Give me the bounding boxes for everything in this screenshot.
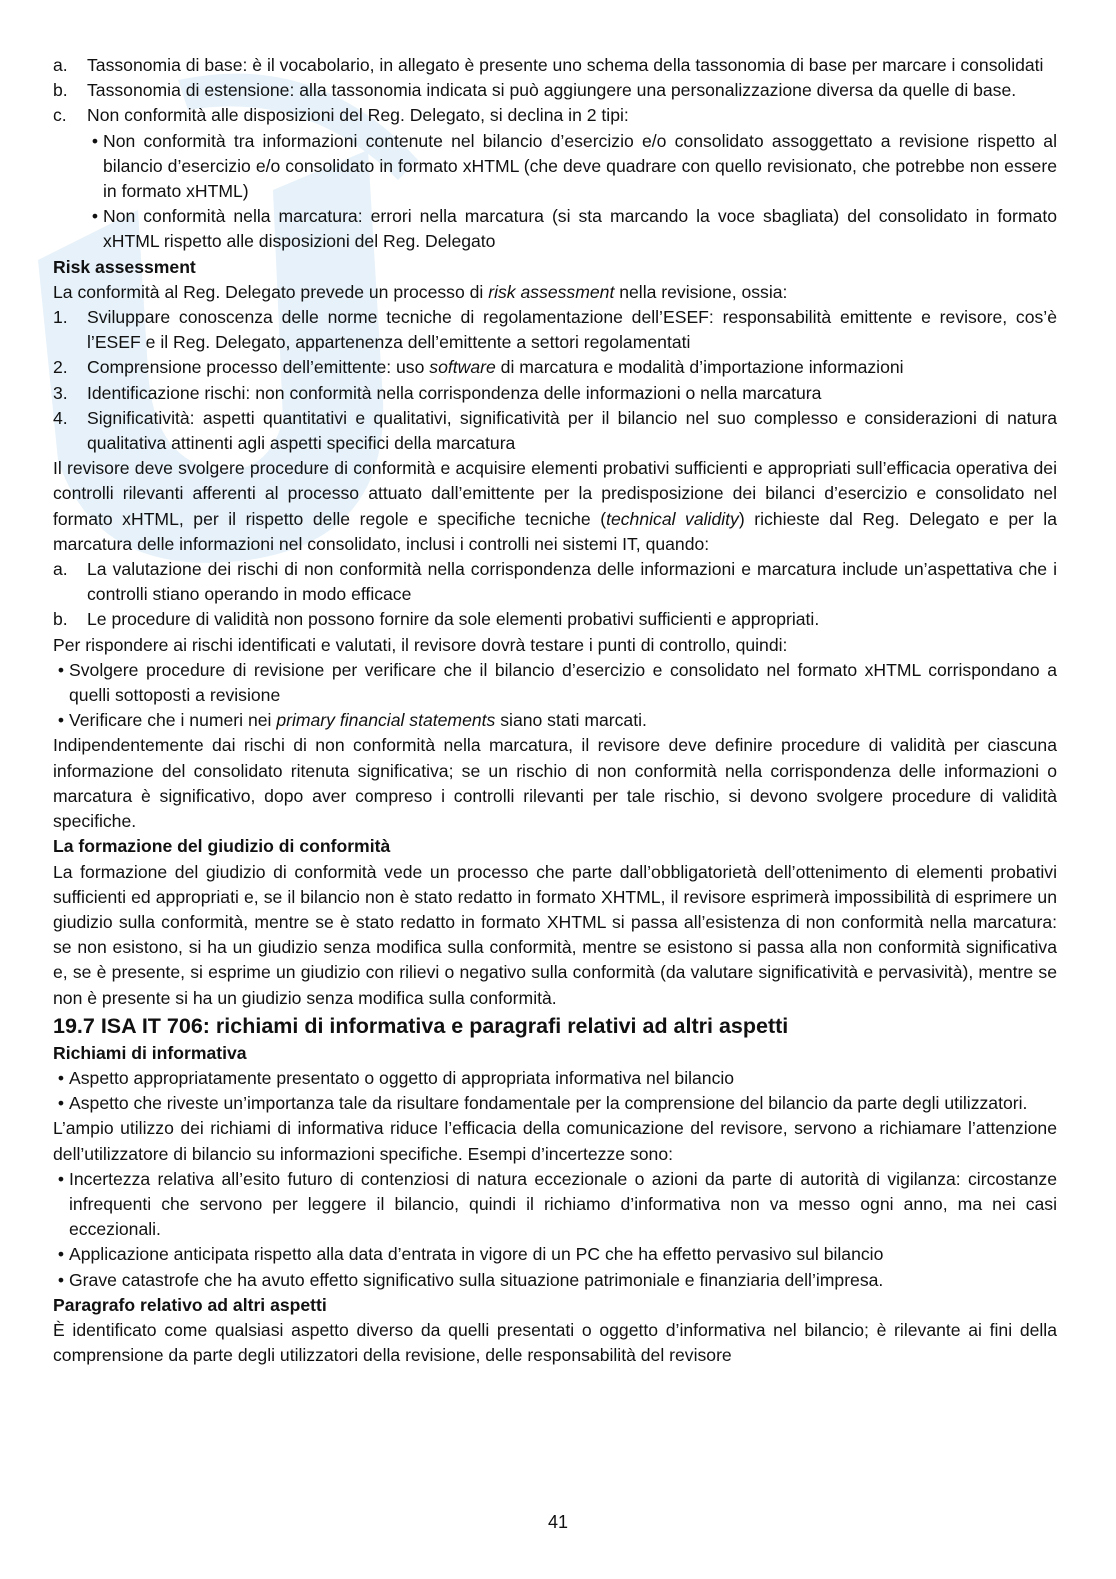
bullet-icon: •: [57, 1067, 65, 1088]
bullet-item: [53, 1066, 1057, 1091]
list-item: [53, 381, 1057, 406]
formazione-heading: La formazione del giudizio di conformità: [53, 836, 391, 857]
sub-bullet-text: Non conformità nella marcatura: errori nella marcatura (si sta marcando la voce sbagliata) del consolidato in formato xHTML rispetto alle disposizioni del Reg. Delegato: [103, 206, 1057, 252]
list-item-text: Non conformità alle disposizioni del Reg. Delegato, si declina in 2 tipi:: [87, 105, 629, 126]
bullet-item: [53, 1242, 1057, 1267]
list-item-text: Le procedure di validità non possono fornire da sole elementi probativi sufficienti e appropriati.: [87, 609, 820, 630]
bullet-icon: •: [57, 1244, 65, 1265]
bullet-text: Svolgere procedure di revisione per verificare che il bilancio d’esercizio e consolidato nel formato xHTML corrispondano a quelli sottoposti a revisione: [69, 659, 1057, 706]
list-item-text: Significatività: aspetti quantitativi e qualitativi, significatività per il bilancio nel suo complesso e considerazioni di natura qualitativa attinenti agli aspetti specifici della marcatura: [87, 407, 1057, 454]
list-marker: 3.: [53, 382, 68, 403]
risk-intro: La conformità al Reg. Delegato prevede un processo di risk assessment nella revisione, ossia:: [53, 281, 788, 302]
list-item: [53, 607, 1057, 632]
bullet-icon: •: [57, 659, 65, 680]
bullet-icon: •: [57, 1093, 65, 1114]
bullet-item: [53, 658, 1057, 708]
sub-bullet-item: [87, 129, 1057, 205]
paragraph: Il revisore deve svolgere procedure di conformità e acquisire elementi probativi sufficienti e appropriati sull’efficacia operativa dei controlli rilevanti afferenti al processo attuato dall’emittente per la predisposizione dei bilanci d’esercizio e consolidato nel formato xHTML, per il rispetto delle regole e specifiche tecniche (technical validity) richieste dal Reg. Delegato e per la marcatura delle informazioni nel consolidato, inclusi i controlli nei sistemi IT, quando:: [53, 458, 1057, 554]
list-marker: c.: [53, 105, 67, 126]
bullet-text: Grave catastrofe che ha avuto effetto significativo sulla situazione patrimoniale e finanziaria dell’impresa.: [69, 1269, 884, 1290]
bullet-icon: •: [91, 206, 99, 227]
bullet-icon: •: [57, 1168, 65, 1189]
richiami-heading: Richiami di informativa: [53, 1042, 247, 1063]
bullet-item: [53, 1091, 1057, 1116]
altri-aspetti-heading: Paragrafo relativo ad altri aspetti: [53, 1294, 327, 1315]
risk-assessment-heading: Risk assessment: [53, 256, 196, 277]
list-item: [53, 305, 1057, 355]
sub-bullet-item: [87, 204, 1057, 254]
bullet-text: Aspetto appropriatamente presentato o oggetto di appropriata informativa nel bilancio: [69, 1067, 735, 1088]
list-item-text: Tassonomia di base: è il vocabolario, in allegato è presente uno schema della tassonomia di base per marcare i consolidati: [87, 55, 1044, 75]
page-content: [53, 53, 1057, 1368]
list-marker: b.: [53, 609, 68, 630]
list-item: [53, 53, 1057, 78]
list-item: [53, 355, 1057, 380]
bullet-icon: •: [57, 710, 65, 731]
bullet-text: Aspetto che riveste un’importanza tale da risultare fondamentale per la comprensione del bilancio da parte degli utilizzatori.: [69, 1093, 1028, 1114]
paragraph: L’ampio utilizzo dei richiami di informativa riduce l’efficacia della comunicazione del revisore, servono a richiamare l’attenzione dell’utilizzatore di bilancio su informazioni specifiche. Esempi d’incertezze sono:: [53, 1118, 1057, 1164]
list-item: [53, 557, 1057, 607]
section-title: 19.7 ISA IT 706: richiami di informativa e paragrafi relativi ad altri aspetti: [53, 1013, 789, 1038]
page-number: 41: [547, 1512, 569, 1532]
bullet-item: [53, 1268, 1057, 1293]
bullet-text: Incertezza relativa all’esito futuro di contenziosi di natura eccezionale o azioni da parte di autorità di vigilanza: circostanze infrequenti che servono per leggere il bilancio, quindi il richiamo d’informativa non va messo ogni anno, ma nei casi eccezionali.: [69, 1168, 1057, 1240]
list-item-text: La valutazione dei rischi di non conformità nella corrispondenza delle informazioni e marcatura include un’aspettativa che i controlli stiano operando in modo efficace: [87, 559, 1057, 605]
bullet-item: [53, 708, 1057, 733]
list-marker: a.: [53, 55, 68, 75]
list-marker: 2.: [53, 357, 68, 378]
list-marker: 1.: [53, 307, 68, 328]
bullet-icon: •: [57, 1269, 65, 1290]
list-marker: b.: [53, 80, 68, 101]
list-item: [53, 103, 1057, 128]
paragraph: La formazione del giudizio di conformità vede un processo che parte dall’obbligatorietà dell’ottenimento di elementi probativi sufficienti ed appropriati e, se il bilancio non è stato redatto in formato XHTML, il revisore esprimerà impossibilità di esprimere un giudizio sulla conformità, mentre se è stato redatto in formato XHTML si passa all’esistenza di non conformità nella marcatura: se non esistono, si ha un giudizio senza modifica sulla conformità, mentre se esistono si passa alla non conformità significativa e, se è presente, si esprime un giudizio con rilievi o negativo sulla conformità (da valutare significatività e pervasività), mentre se non è presente si ha un giudizio senza modifica sulla conformità.: [53, 861, 1057, 1008]
bullet-text: Verificare che i numeri nei primary financial statements siano stati marcati.: [69, 710, 647, 731]
list-item-text: Comprensione processo dell’emittente: uso software di marcatura e modalità d’importazione informazioni: [87, 357, 904, 378]
bullet-item: [53, 1167, 1057, 1243]
sub-bullet-text: Non conformità tra informazioni contenute nel bilancio d’esercizio e/o consolidato assoggettato a revisione rispetto al bilancio d’esercizio e/o consolidato in formato xHTML (che deve quadrare con quello revisionato, che potrebbe non essere in formato xHTML): [103, 130, 1057, 202]
list-marker: a.: [53, 559, 68, 580]
paragraph: È identificato come qualsiasi aspetto diverso da quelli presentati o oggetto d’informativa nel bilancio; è rilevante ai fini della comprensione da parte degli utilizzatori della revisione, delle responsabilità del revisore: [53, 1319, 1057, 1366]
list-item-text: Tassonomia di estensione: alla tassonomia indicata si può aggiungere una personalizzazione diversa da quelle di base.: [87, 80, 1017, 101]
paragraph: Indipendentemente dai rischi di non conformità nella marcatura, il revisore deve definire procedure di validità per ciascuna informazione del consolidato ritenuta significativa; se un rischio di non conformità nella corrispondenza delle informazioni o marcatura è significativo, dopo aver compreso i controlli rilevanti per tale rischio, si devono svolgere procedure di validità specifiche.: [53, 735, 1057, 832]
list-item: [53, 78, 1057, 103]
list-item-text: Sviluppare conoscenza delle norme tecniche di regolamentazione dell’ESEF: responsabilità emittente e revisore, cos’è l’ESEF e il Reg. Delegato, appartenenza dell’emittente a settori regolamentati: [87, 307, 1057, 353]
paragraph: Per rispondere ai rischi identificati e valutati, il revisore dovrà testare i punti di controllo, quindi:: [53, 634, 788, 655]
list-marker: 4.: [53, 407, 68, 428]
list-item: [53, 406, 1057, 456]
bullet-text: Applicazione anticipata rispetto alla data d’entrata in vigore di un PC che ha effetto pervasivo sul bilancio: [69, 1244, 884, 1265]
bullet-icon: •: [91, 130, 99, 151]
list-item-text: Identificazione rischi: non conformità nella corrispondenza delle informazioni o nella marcatura: [87, 382, 822, 403]
